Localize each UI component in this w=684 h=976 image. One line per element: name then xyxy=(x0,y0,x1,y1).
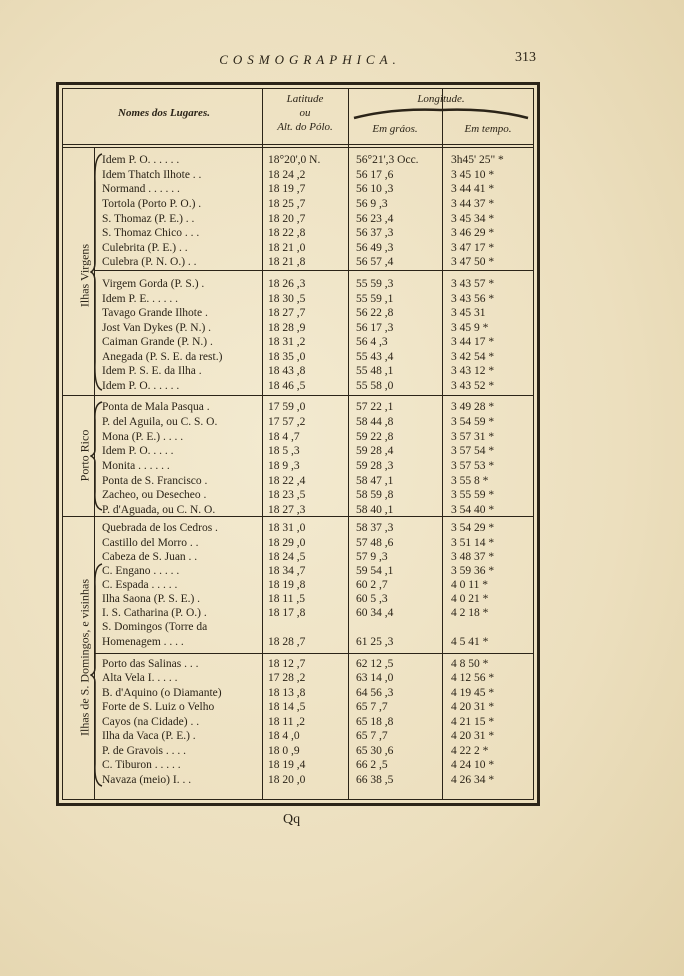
table-row xyxy=(62,292,534,307)
place-name: Ilha da Vaca (P. E.) . xyxy=(102,730,196,742)
place-name: Idem P. S. E. da Ilha . xyxy=(102,365,202,377)
header-longitude: Longitude. xyxy=(417,93,465,105)
longitude-time-value: 3 45 31 xyxy=(451,307,486,319)
longitude-degrees-value: 63 14 ,0 xyxy=(356,672,394,684)
longitude-degrees-value: 56 17 ,6 xyxy=(356,169,394,181)
table-row xyxy=(62,153,534,168)
latitude-value: 18 12 ,7 xyxy=(268,658,306,670)
table-row xyxy=(62,564,534,579)
longitude-time-value: 4 8 50 * xyxy=(451,658,489,670)
place-name: Cayos (na Cidade) . . xyxy=(102,716,200,728)
place-name: C. Tiburon . . . . . xyxy=(102,759,181,771)
latitude-value: 18 21 ,8 xyxy=(268,256,306,268)
latitude-value: 18 19 ,8 xyxy=(268,579,306,591)
header-rule xyxy=(62,144,534,145)
place-name: P. de Gravois . . . . xyxy=(102,745,187,757)
table-row xyxy=(62,635,534,650)
longitude-degrees-value: 66 2 ,5 xyxy=(356,759,388,771)
table-row xyxy=(62,578,534,593)
place-name: Tavago Grande Ilhote . xyxy=(102,307,208,319)
table-row xyxy=(62,715,534,730)
place-name: Navaza (meio) I. . . xyxy=(102,774,192,786)
table-row xyxy=(62,364,534,379)
table-row xyxy=(62,521,534,536)
longitude-degrees-value: 56 23 ,4 xyxy=(356,213,394,225)
latitude-value: 18 19 ,7 xyxy=(268,183,306,195)
longitude-degrees-value: 60 2 ,7 xyxy=(356,579,388,591)
longitude-time-value: 3 59 36 * xyxy=(451,565,495,577)
latitude-value: 18 5 ,3 xyxy=(268,445,300,457)
place-name: C. Espada . . . . . xyxy=(102,579,178,591)
latitude-value: 18 11 ,5 xyxy=(268,593,305,605)
latitude-value: 18 13 ,8 xyxy=(268,687,306,699)
latitude-value: 18 17 ,8 xyxy=(268,607,306,619)
longitude-time-value: 4 21 15 * xyxy=(451,716,495,728)
latitude-value: 18 22 ,8 xyxy=(268,227,306,239)
signature-mark: Qq xyxy=(283,812,301,827)
longitude-time-value: 3 57 31 * xyxy=(451,431,495,443)
table-row xyxy=(62,430,534,445)
longitude-time-value: 3 47 50 * xyxy=(451,256,495,268)
longitude-time-value: 4 22 2 * xyxy=(451,745,489,757)
latitude-value: 17 59 ,0 xyxy=(268,401,306,413)
table-row xyxy=(62,744,534,759)
latitude-value: 18 29 ,0 xyxy=(268,537,306,549)
longitude-degrees-value: 60 34 ,4 xyxy=(356,607,394,619)
latitude-value: 18 9 ,3 xyxy=(268,460,300,472)
place-name: P. del Aguila, ou C. S. O. xyxy=(102,416,218,428)
table-row xyxy=(62,182,534,197)
longitude-time-value: 3 54 29 * xyxy=(451,522,495,534)
place-name: Normand . . . . . . xyxy=(102,183,180,195)
latitude-value: 18 26 ,3 xyxy=(268,278,306,290)
longitude-degrees-value: 57 48 ,6 xyxy=(356,537,394,549)
longitude-degrees-value: 58 37 ,3 xyxy=(356,522,394,534)
table-row xyxy=(62,536,534,551)
table-row xyxy=(62,277,534,292)
latitude-value: 18 27 ,7 xyxy=(268,307,306,319)
place-name: Zacheo, ou Desecheo . xyxy=(102,489,207,501)
header-latitude xyxy=(262,92,348,134)
longitude-degrees-value: 59 28 ,4 xyxy=(356,445,394,457)
longitude-time-value: 3 44 41 * xyxy=(451,183,495,195)
longitude-degrees-value: 61 25 ,3 xyxy=(356,636,394,648)
latitude-value: 18 31 ,2 xyxy=(268,336,306,348)
longitude-time-value: 4 12 56 * xyxy=(451,672,495,684)
latitude-value: 18 27 ,3 xyxy=(268,504,306,516)
longitude-brace xyxy=(352,106,530,120)
table-row xyxy=(62,592,534,607)
longitude-time-value: 3 46 29 * xyxy=(451,227,495,239)
latitude-value: 18 28 ,9 xyxy=(268,322,306,334)
running-head: COSMOGRAPHICA. xyxy=(219,52,401,67)
place-name: Caiman Grande (P. N.) . xyxy=(102,336,213,348)
table-row xyxy=(62,255,534,270)
table-row xyxy=(62,444,534,459)
longitude-degrees-value: 56 57 ,4 xyxy=(356,256,394,268)
place-name: Idem P. O. . . . . xyxy=(102,445,174,457)
longitude-time-value: 3 55 59 * xyxy=(451,489,495,501)
place-name: P. d'Aguada, ou C. N. O. xyxy=(102,504,216,516)
table-row xyxy=(62,474,534,489)
longitude-time-value: 4 5 41 * xyxy=(451,636,489,648)
header-latitude-line1: Latitude xyxy=(286,93,324,105)
place-name: Forte de S. Luiz o Velho xyxy=(102,701,215,713)
page-number: 313 xyxy=(515,50,536,65)
longitude-degrees-value: 55 58 ,0 xyxy=(356,380,394,392)
region-label-ilhas-virgens: Ilhas Virgens xyxy=(77,243,92,308)
longitude-time-value: 3 54 40 * xyxy=(451,504,495,516)
table-row xyxy=(62,197,534,212)
place-name: Idem P. O. . . . . . xyxy=(102,380,180,392)
place-name: Culebra (P. N. O.) . . xyxy=(102,256,197,268)
place-name: B. d'Aquino (o Diamante) xyxy=(102,687,222,699)
longitude-time-value: 4 0 21 * xyxy=(451,593,489,605)
place-name: Homenagem . . . . xyxy=(102,636,184,648)
place-name: Idem P. E. . . . . . xyxy=(102,293,179,305)
longitude-time-value: 3 43 52 * xyxy=(451,380,495,392)
longitude-degrees-value: 56 49 ,3 xyxy=(356,242,394,254)
latitude-value: 18 20 ,0 xyxy=(268,774,306,786)
longitude-time-value: 3 43 12 * xyxy=(451,365,495,377)
latitude-value: 17 57 ,2 xyxy=(268,416,306,428)
longitude-time-value: 3 54 59 * xyxy=(451,416,495,428)
header-lon-degrees: Em gráos. xyxy=(372,123,418,135)
longitude-time-value: 3 51 14 * xyxy=(451,537,495,549)
place-name: Cabeza de S. Juan . . xyxy=(102,551,198,563)
latitude-value: 18 28 ,7 xyxy=(268,636,306,648)
header-rule-inner xyxy=(62,147,534,148)
longitude-time-value: 3 47 17 * xyxy=(451,242,495,254)
longitude-degrees-value: 59 54 ,1 xyxy=(356,565,394,577)
place-name: C. Engano . . . . . xyxy=(102,565,180,577)
longitude-degrees-value: 58 59 ,8 xyxy=(356,489,394,501)
longitude-degrees-value: 55 59 ,1 xyxy=(356,293,394,305)
longitude-degrees-value: 62 12 ,5 xyxy=(356,658,394,670)
latitude-value: 17 28 ,2 xyxy=(268,672,306,684)
latitude-value: 18 14 ,5 xyxy=(268,701,306,713)
subgroup-separator xyxy=(94,653,534,654)
latitude-value: 18 35 ,0 xyxy=(268,351,306,363)
longitude-time-value: 4 19 45 * xyxy=(451,687,495,699)
place-name: Monita . . . . . . xyxy=(102,460,170,472)
table-row xyxy=(62,550,534,565)
latitude-value: 18 20 ,7 xyxy=(268,213,306,225)
longitude-time-value: 3 57 54 * xyxy=(451,445,495,457)
region-label-porto-rico: Porto Rico xyxy=(77,429,92,482)
table-row xyxy=(62,488,534,503)
place-name: Ponta de S. Francisco . xyxy=(102,475,208,487)
table-row xyxy=(62,671,534,686)
longitude-time-value: 3 43 57 * xyxy=(451,278,495,290)
longitude-time-value: 3 49 28 * xyxy=(451,401,495,413)
table-row xyxy=(62,606,534,621)
place-name: Tortola (Porto P. O.) . xyxy=(102,198,202,210)
table-row xyxy=(62,729,534,744)
place-name: Ponta de Mala Pasqua . xyxy=(102,401,210,413)
table-row xyxy=(62,459,534,474)
table-row xyxy=(62,321,534,336)
place-name: S. Domingos (Torre da xyxy=(102,621,208,633)
table-row xyxy=(62,503,534,518)
latitude-value: 18 4 ,7 xyxy=(268,431,300,443)
table-row xyxy=(62,758,534,773)
subgroup-separator-virgens xyxy=(94,270,534,271)
longitude-time-value: 4 0 11 * xyxy=(451,579,488,591)
latitude-value: 18°20',0 N. xyxy=(268,154,321,166)
longitude-degrees-value: 55 48 ,1 xyxy=(356,365,394,377)
longitude-degrees-value: 65 7 ,7 xyxy=(356,701,388,713)
longitude-time-value: 3h45' 25" * xyxy=(451,154,504,166)
table-row xyxy=(62,415,534,430)
latitude-value: 18 31 ,0 xyxy=(268,522,306,534)
place-name: Culebrita (P. E.) . . xyxy=(102,242,188,254)
longitude-time-value: 3 45 9 * xyxy=(451,322,489,334)
longitude-degrees-value: 56 4 ,3 xyxy=(356,336,388,348)
place-name: Idem Thatch Ilhote . . xyxy=(102,169,202,181)
latitude-value: 18 19 ,4 xyxy=(268,759,306,771)
longitude-time-value: 3 55 8 * xyxy=(451,475,489,487)
latitude-value: 18 30 ,5 xyxy=(268,293,306,305)
longitude-degrees-value: 65 30 ,6 xyxy=(356,745,394,757)
latitude-value: 18 4 ,0 xyxy=(268,730,300,742)
longitude-degrees-value: 60 5 ,3 xyxy=(356,593,388,605)
longitude-degrees-value: 56 37 ,3 xyxy=(356,227,394,239)
latitude-value: 18 23 ,5 xyxy=(268,489,306,501)
longitude-degrees-value: 57 22 ,1 xyxy=(356,401,394,413)
longitude-degrees-value: 65 18 ,8 xyxy=(356,716,394,728)
table-row xyxy=(62,350,534,365)
longitude-degrees-value: 56 10 ,3 xyxy=(356,183,394,195)
longitude-degrees-value: 55 43 ,4 xyxy=(356,351,394,363)
place-name: Jost Van Dykes (P. N.) . xyxy=(102,322,212,334)
longitude-time-value: 3 45 34 * xyxy=(451,213,495,225)
place-name: Alta Vela I. . . . . xyxy=(102,672,178,684)
longitude-time-value: 4 26 34 * xyxy=(451,774,495,786)
longitude-degrees-value: 65 7 ,7 xyxy=(356,730,388,742)
header-lon-time: Em tempo. xyxy=(464,123,512,135)
place-name: Anegada (P. S. E. da rest.) xyxy=(102,351,223,363)
longitude-degrees-value: 64 56 ,3 xyxy=(356,687,394,699)
latitude-value: 18 24 ,5 xyxy=(268,551,306,563)
region-separator-porto-rico xyxy=(62,395,534,396)
longitude-time-value: 3 44 17 * xyxy=(451,336,495,348)
longitude-time-value: 3 42 54 * xyxy=(451,351,495,363)
longitude-time-value: 4 20 31 * xyxy=(451,730,495,742)
longitude-degrees-value: 56 17 ,3 xyxy=(356,322,394,334)
region-label-s-domingos: Ilhas de S. Domingos, e visinhas xyxy=(77,579,92,736)
latitude-value: 18 11 ,2 xyxy=(268,716,305,728)
place-name: Ilha Saona (P. S. E.) . xyxy=(102,593,201,605)
table-row xyxy=(62,335,534,350)
header-latitude-line2: ou xyxy=(299,107,311,119)
latitude-value: 18 46 ,5 xyxy=(268,380,306,392)
place-name: Virgem Gorda (P. S.) . xyxy=(102,278,205,290)
table-row xyxy=(62,686,534,701)
place-name: Castillo del Morro . . xyxy=(102,537,199,549)
table-row xyxy=(62,168,534,183)
longitude-degrees-value: 59 28 ,3 xyxy=(356,460,394,472)
latitude-value: 18 25 ,7 xyxy=(268,198,306,210)
longitude-time-value: 3 44 37 * xyxy=(451,198,495,210)
table-row xyxy=(62,379,534,394)
longitude-degrees-value: 55 59 ,3 xyxy=(356,278,394,290)
latitude-value: 18 43 ,8 xyxy=(268,365,306,377)
place-name: Idem P. O. . . . . . xyxy=(102,154,180,166)
place-name: S. Thomaz (P. E.) . . xyxy=(102,213,195,225)
longitude-time-value: 3 43 56 * xyxy=(451,293,495,305)
longitude-time-value: 3 45 10 * xyxy=(451,169,495,181)
longitude-degrees-value: 56 9 ,3 xyxy=(356,198,388,210)
longitude-time-value: 3 57 53 * xyxy=(451,460,495,472)
longitude-time-value: 4 2 18 * xyxy=(451,607,489,619)
longitude-time-value: 4 20 31 * xyxy=(451,701,495,713)
longitude-time-value: 3 48 37 * xyxy=(451,551,495,563)
place-name: I. S. Catharina (P. O.) . xyxy=(102,607,207,619)
header-latitude-line3: Alt. do Pólo. xyxy=(277,121,333,133)
table-row xyxy=(62,657,534,672)
table-row xyxy=(62,226,534,241)
longitude-degrees-value: 56 22 ,8 xyxy=(356,307,394,319)
latitude-value: 18 24 ,2 xyxy=(268,169,306,181)
place-name: Porto das Salinas . . . xyxy=(102,658,199,670)
longitude-degrees-value: 58 40 ,1 xyxy=(356,504,394,516)
latitude-value: 18 21 ,0 xyxy=(268,242,306,254)
latitude-value: 18 22 ,4 xyxy=(268,475,306,487)
latitude-value: 18 34 ,7 xyxy=(268,565,306,577)
longitude-time-value: 4 24 10 * xyxy=(451,759,495,771)
header-name: Nomes dos Lugares. xyxy=(118,107,210,119)
table-row xyxy=(62,241,534,256)
longitude-degrees-value: 57 9 ,3 xyxy=(356,551,388,563)
place-name: S. Thomaz Chico . . . xyxy=(102,227,200,239)
longitude-degrees-value: 58 44 ,8 xyxy=(356,416,394,428)
table-row xyxy=(62,400,534,415)
table-row xyxy=(62,306,534,321)
place-name: Mona (P. E.) . . . . xyxy=(102,431,184,443)
longitude-degrees-value: 58 47 ,1 xyxy=(356,475,394,487)
place-name: Quebrada de los Cedros . xyxy=(102,522,218,534)
table-row xyxy=(62,700,534,715)
latitude-value: 18 0 ,9 xyxy=(268,745,300,757)
table-row xyxy=(62,212,534,227)
table-row xyxy=(62,773,534,788)
longitude-degrees-value: 59 22 ,8 xyxy=(356,431,394,443)
longitude-degrees-value: 56°21',3 Occ. xyxy=(356,154,419,166)
table-row xyxy=(62,620,534,635)
longitude-degrees-value: 66 38 ,5 xyxy=(356,774,394,786)
